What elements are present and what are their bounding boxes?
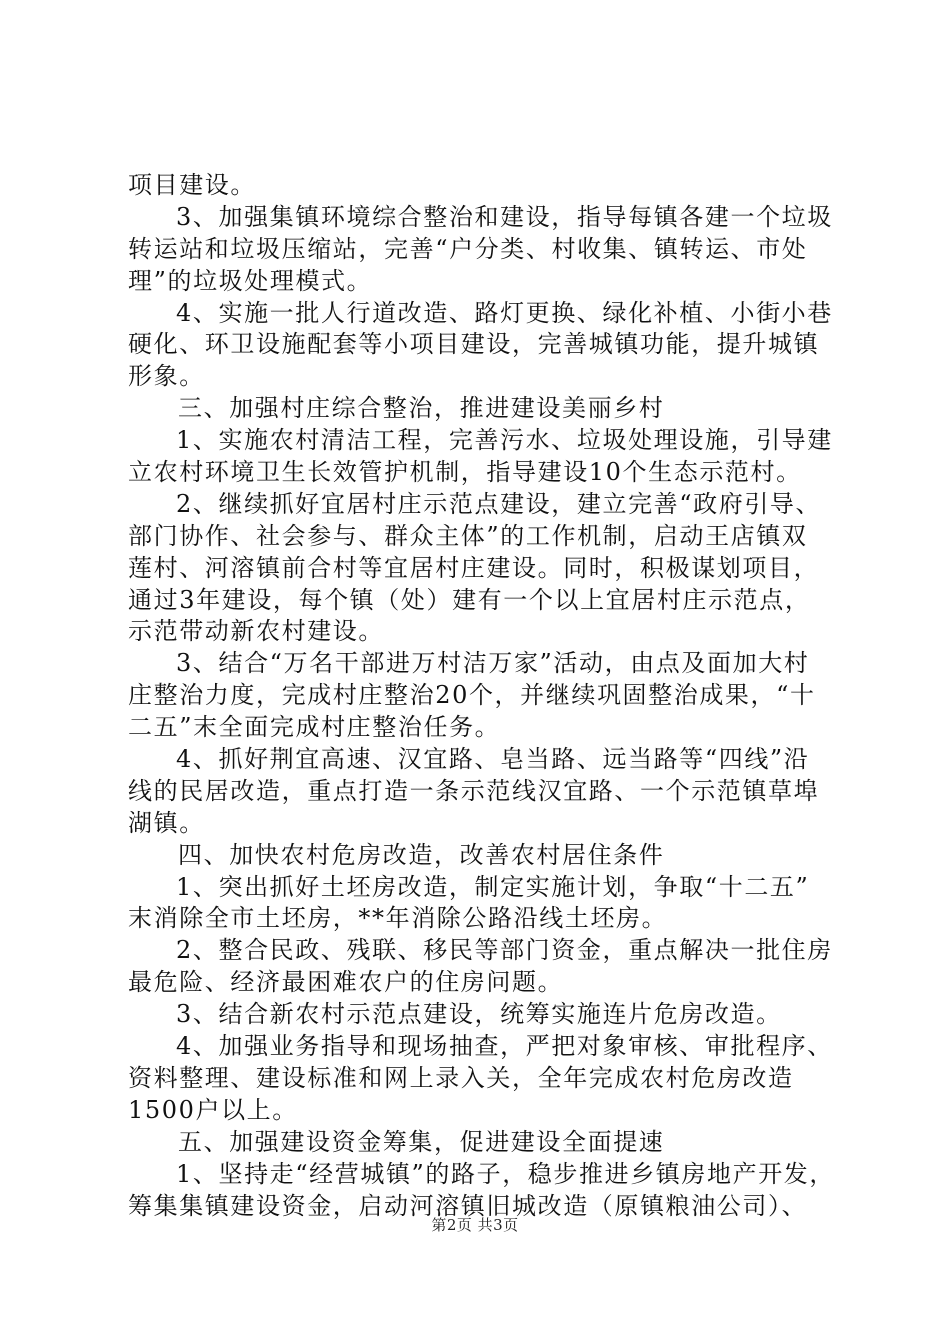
text-line: 形象。 — [128, 362, 205, 391]
text-line: 项目建设。 — [128, 171, 256, 199]
text-line: 莲村、河溶镇前合村等宜居村庄建设。同时，积极谋划项目， — [128, 553, 820, 582]
section-heading: 三、加强村庄综合整治，推进建设美丽乡村 — [178, 394, 665, 423]
text-line: 示范带动新农村建设。 — [128, 617, 384, 646]
text-line: 1、坚持走“经营城镇”的路子，稳步推进乡镇房地产开发， — [176, 1159, 836, 1188]
text-line: 3、结合新农村示范点建设，统筹实施连片危房改造。 — [176, 1000, 782, 1029]
text-line: 庄整治力度，完成村庄整治20个，并继续巩固整治成果，“十 — [128, 681, 816, 710]
text-line: 理”的垃圾处理模式。 — [128, 266, 373, 295]
text-line: 筹集集镇建设资金，启动河溶镇旧城改造（原镇粮油公司）、 — [128, 1191, 808, 1220]
text-line: 2、整合民政、残联、移民等部门资金，重点解决一批住房 — [176, 936, 833, 965]
text-line: 3、加强集镇环境综合整治和建设，指导每镇各建一个垃圾 — [176, 202, 833, 231]
text-line: 4、加强业务指导和现场抽查，严把对象审核、审批程序、 — [176, 1032, 833, 1061]
text-line: 立农村环境卫生长效管护机制，指导建设10个生态示范村。 — [128, 458, 802, 487]
text-line: 4、实施一批人行道改造、路灯更换、绿化补植、小街小巷 — [176, 298, 833, 327]
section-heading: 五、加强建设资金筹集，促进建设全面提速 — [178, 1127, 665, 1156]
text-line: 最危险、经济最困难农户的住房问题。 — [128, 968, 564, 997]
text-line: 二五”末全面完成村庄整治任务。 — [128, 713, 501, 742]
page-footer: 第2页 共3页 — [431, 1216, 519, 1234]
text-line: 湖镇。 — [128, 808, 205, 837]
text-line: 转运站和垃圾压缩站，完善“户分类、村收集、镇转运、市处 — [128, 234, 808, 263]
text-line: 线的民居改造，重点打造一条示范线汉宜路、一个示范镇草埠 — [128, 776, 820, 805]
text-line: 通过3年建设，每个镇（处）建有一个以上宜居村庄示范点， — [128, 585, 811, 614]
text-line: 1500户以上。 — [128, 1095, 298, 1124]
text-line: 4、抓好荆宜高速、汉宜路、皂当路、远当路等“四线”沿 — [176, 745, 810, 774]
text-line: 2、继续抓好宜居村庄示范点建设，建立完善“政府引导、 — [176, 489, 822, 518]
text-line: 1、实施农村清洁工程，完善污水、垃圾处理设施，引导建 — [176, 426, 833, 455]
section-heading: 四、加快农村危房改造，改善农村居住条件 — [178, 840, 665, 869]
text-line: 3、结合“万名干部进万村洁万家”活动，由点及面加大村 — [176, 649, 810, 678]
text-line: 1、突出抓好土坯房改造，制定实施计划，争取“十二五” — [176, 872, 810, 901]
text-line: 资料整理、建设标准和网上录入关，全年完成农村危房改造 — [128, 1063, 794, 1092]
text-line: 部门协作、社会参与、群众主体”的工作机制，启动王店镇双 — [128, 521, 808, 550]
document-body — [128, 170, 834, 1222]
text-line: 末消除全市土坯房，**年消除公路沿线土坯房。 — [128, 904, 668, 933]
text-line: 硬化、环卫设施配套等小项目建设，完善城镇功能，提升城镇 — [128, 330, 820, 359]
